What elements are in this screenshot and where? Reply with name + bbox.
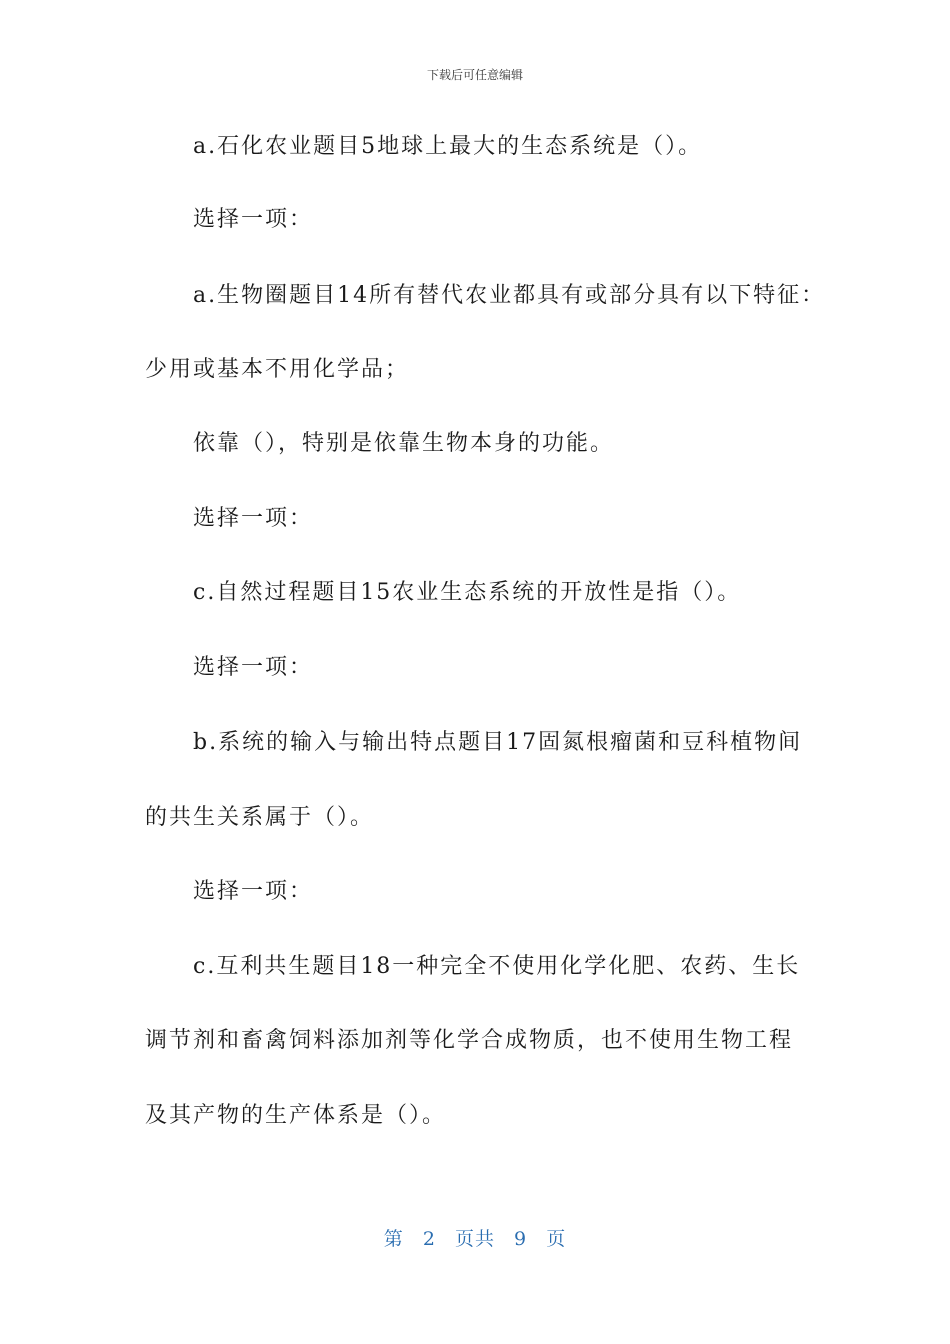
text-line-5: 依靠（），特别是依靠生物本身的功能。 — [193, 431, 615, 456]
footer-page-number: 2 — [422, 1228, 436, 1250]
text-line-8: 选择一项： — [193, 655, 314, 680]
footer-mid: 页共 — [454, 1228, 495, 1250]
text-line-7: c.自然过程题目15农业生态系统的开放性是指（）。 — [193, 580, 742, 605]
text-line-6: 选择一项： — [193, 506, 314, 531]
text-line-14: 及其产物的生产体系是（）。 — [145, 1103, 447, 1128]
text-line-12: c.互利共生题目18一种完全不使用化学化肥、农药、生长 — [193, 954, 801, 979]
page-header: 下载后可任意编辑 — [426, 68, 523, 82]
footer-suffix: 页 — [546, 1228, 567, 1250]
text-line-11: 选择一项： — [193, 879, 314, 904]
text-line-3: a.生物圈题目14所有替代农业都具有或部分具有以下特征： — [193, 283, 826, 308]
footer-prefix: 第 — [383, 1228, 404, 1250]
text-line-10: 的共生关系属于（）。 — [145, 805, 375, 830]
page-footer — [0, 1224, 950, 1251]
text-line-4: 少用或基本不用化学品； — [145, 357, 410, 382]
text-line-13: 调节剂和畜禽饲料添加剂等化学合成物质，也不使用生物工程 — [145, 1028, 794, 1053]
text-line-2: 选择一项： — [193, 207, 314, 232]
footer-page-total: 9 — [514, 1228, 528, 1250]
text-line-1: a.石化农业题目5地球上最大的生态系统是（）。 — [193, 134, 703, 159]
text-line-9: b.系统的输入与输出特点题目17固氮根瘤菌和豆科植物间 — [193, 730, 803, 755]
